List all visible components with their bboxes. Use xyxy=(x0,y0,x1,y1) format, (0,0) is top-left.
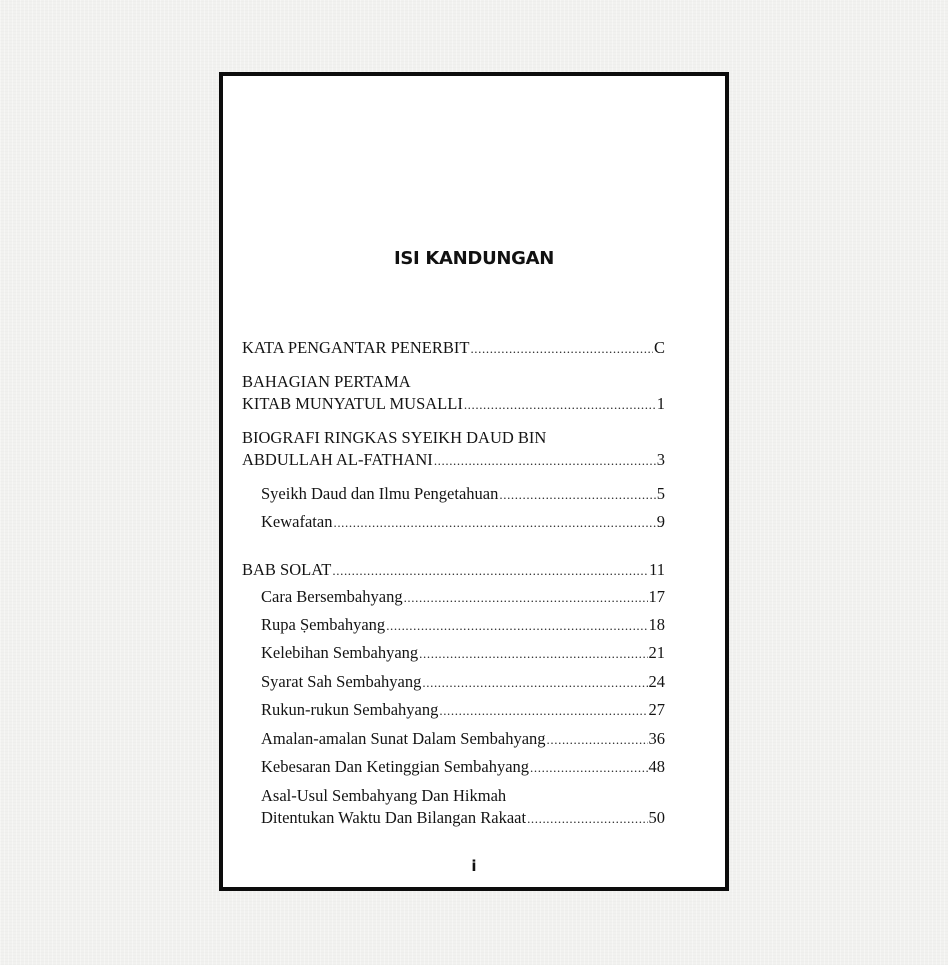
toc-page-number: 3 xyxy=(656,450,665,469)
toc-entry-biografi xyxy=(242,427,665,472)
toc-line xyxy=(261,614,665,637)
toc-entry-title: Syeikh Daud dan Ilmu Pengetahuan xyxy=(261,484,499,503)
toc-page-number: 50 xyxy=(648,808,665,827)
toc-line xyxy=(261,511,665,534)
toc-entry-syarat-sah-sembahyang xyxy=(261,671,665,694)
dot-leader xyxy=(464,394,656,416)
toc-line xyxy=(242,337,665,360)
dot-leader xyxy=(422,672,647,694)
toc-line xyxy=(261,642,665,665)
toc-line xyxy=(261,699,665,722)
toc-line xyxy=(261,483,665,506)
toc-entry-title: Amalan-amalan Sunat Dalam Sembahyang xyxy=(261,729,546,748)
toc-entry-title: KITAB MUNYATUL MUSALLI xyxy=(242,394,463,413)
toc-page-number: 27 xyxy=(648,700,665,719)
toc-entry-kelebihan-sembahyang xyxy=(261,642,665,665)
page-number-folio: i xyxy=(471,857,477,875)
toc-page-number: 11 xyxy=(649,560,665,579)
dot-leader xyxy=(386,615,647,637)
toc-entry-heading: Asal-Usul Sembahyang Dan Hikmah xyxy=(261,786,507,805)
toc-entry-heading: BIOGRAFI RINGKAS SYEIKH DAUD BIN xyxy=(242,428,547,447)
page-title: ISI KANDUNGAN xyxy=(393,248,555,269)
dot-leader xyxy=(530,757,647,779)
toc-entry-bahagian-pertama xyxy=(242,371,665,416)
dot-leader xyxy=(434,450,656,472)
toc-line xyxy=(242,393,665,416)
toc-entry-cara-bersembahyang xyxy=(261,586,665,609)
dot-leader xyxy=(332,560,648,582)
toc-entry-kata-pengantar xyxy=(242,337,665,360)
toc-entry-title: Kewafatan xyxy=(261,512,333,531)
toc-page-number: 36 xyxy=(648,729,665,748)
toc-entry-title: Cara Bersembahyang xyxy=(261,587,403,606)
toc-entry-title: Rukun-rukun Sembahyang xyxy=(261,700,439,719)
toc-line xyxy=(261,586,665,609)
toc-entry-asal-usul-sembahyang xyxy=(261,785,665,830)
toc-line xyxy=(261,728,665,751)
toc-entry-rukun-rukun-sembahyang xyxy=(261,699,665,722)
toc-page-number: 5 xyxy=(656,484,665,503)
toc-page-number: 17 xyxy=(648,587,665,606)
dot-leader xyxy=(470,338,653,360)
toc-entry-syeikh-daud xyxy=(261,483,665,506)
toc-entry-title: Syarat Sah Sembahyang xyxy=(261,672,422,691)
toc-entry-title: Kelebihan Sembahyang xyxy=(261,643,419,662)
toc-entry-kebesaran-dan-ketinggian xyxy=(261,756,665,779)
dot-leader xyxy=(333,512,655,534)
toc-entry-kewafatan xyxy=(261,511,665,534)
toc-page-number: 1 xyxy=(656,394,665,413)
toc-entry-title: BAB SOLAT xyxy=(242,560,332,579)
dot-leader xyxy=(527,808,647,830)
toc-line xyxy=(261,671,665,694)
toc-line xyxy=(242,449,665,472)
toc-entry-title: Kebesaran Dan Ketinggian Sembahyang xyxy=(261,757,530,776)
toc-entry-title: Rupa Ṣembahyang xyxy=(261,615,386,634)
toc-entry-heading: BAHAGIAN PERTAMA xyxy=(242,372,411,391)
toc-page-number: 48 xyxy=(648,757,665,776)
dot-leader xyxy=(439,700,647,722)
toc-page-number: 9 xyxy=(656,512,665,531)
dot-leader xyxy=(547,729,648,751)
toc-page-number: 18 xyxy=(648,615,665,634)
toc-line xyxy=(261,807,665,830)
toc-page-number: C xyxy=(653,338,665,357)
toc-entry-rupa-sembahyang xyxy=(261,614,665,637)
toc-line xyxy=(261,756,665,779)
toc-page-number: 21 xyxy=(648,643,665,662)
toc-line xyxy=(242,559,665,582)
toc-entry-title: KATA PENGANTAR PENERBIT xyxy=(242,338,470,357)
book-page xyxy=(219,72,729,891)
toc-entry-bab-solat xyxy=(242,559,665,582)
toc-entry-amalan-amalan-sunat xyxy=(261,728,665,751)
dot-leader xyxy=(419,643,647,665)
dot-leader xyxy=(404,587,648,609)
toc-page-number: 24 xyxy=(648,672,665,691)
dot-leader xyxy=(499,484,655,506)
toc-entry-title: ABDULLAH AL-FATHANI xyxy=(242,450,433,469)
toc-entry-title: Ditentukan Waktu Dan Bilangan Rakaat xyxy=(261,808,527,827)
